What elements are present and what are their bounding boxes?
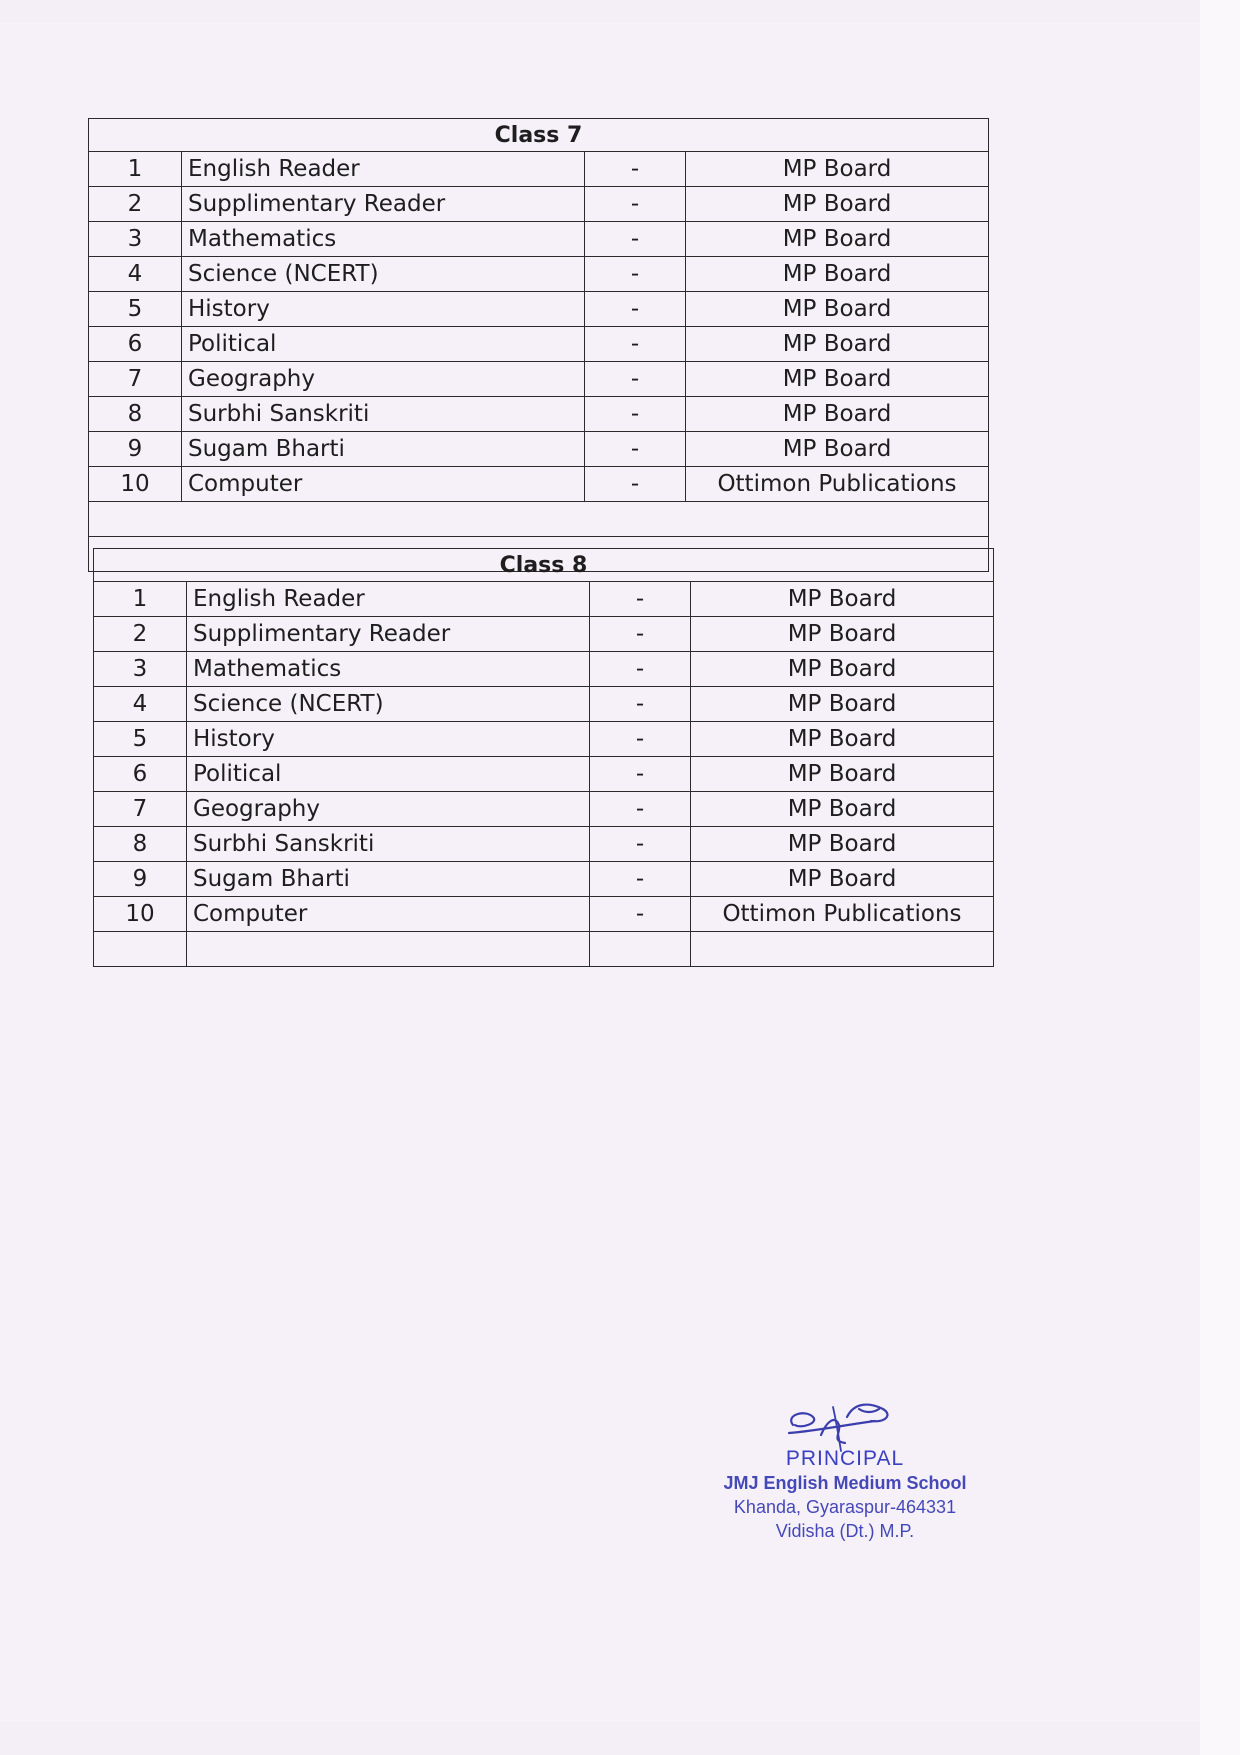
row-number: 2 bbox=[94, 617, 187, 652]
dash-cell: - bbox=[585, 467, 686, 502]
table-row bbox=[89, 467, 989, 502]
dash-cell: - bbox=[590, 827, 691, 862]
row-number: 9 bbox=[89, 432, 182, 467]
dash-cell: - bbox=[590, 687, 691, 722]
subject-name: Computer bbox=[182, 467, 585, 502]
table-row bbox=[94, 792, 994, 827]
class-heading-row bbox=[94, 549, 994, 582]
dash-cell: - bbox=[585, 257, 686, 292]
table-row bbox=[89, 257, 989, 292]
dash-cell: - bbox=[585, 292, 686, 327]
class-heading: Class 8 bbox=[94, 549, 994, 582]
publisher-name: MP Board bbox=[686, 222, 989, 257]
row-number: 1 bbox=[89, 152, 182, 187]
row-number: 3 bbox=[89, 222, 182, 257]
subject-name: History bbox=[182, 292, 585, 327]
publisher-name: Ottimon Publications bbox=[686, 467, 989, 502]
publisher-name: MP Board bbox=[691, 792, 994, 827]
dash-cell: - bbox=[585, 327, 686, 362]
subject-name: Mathematics bbox=[182, 222, 585, 257]
publisher-name: MP Board bbox=[686, 257, 989, 292]
stamp-address: Khanda, Gyaraspur-464331 bbox=[733, 1497, 957, 1517]
dash-cell: - bbox=[585, 152, 686, 187]
subject-name: English Reader bbox=[187, 582, 590, 617]
publisher-name: MP Board bbox=[691, 652, 994, 687]
principal-stamp bbox=[690, 1395, 1000, 1543]
row-number: 5 bbox=[89, 292, 182, 327]
table-row bbox=[94, 722, 994, 757]
row-number: 8 bbox=[89, 397, 182, 432]
row-number: 9 bbox=[94, 862, 187, 897]
subject-name: Mathematics bbox=[187, 652, 590, 687]
table-row bbox=[89, 292, 989, 327]
class-heading: Class 7 bbox=[89, 119, 989, 152]
publisher-name: MP Board bbox=[691, 862, 994, 897]
subject-name: Supplimentary Reader bbox=[182, 187, 585, 222]
publisher-name: MP Board bbox=[691, 687, 994, 722]
subject-name: Sugam Bharti bbox=[182, 432, 585, 467]
publisher-name: MP Board bbox=[691, 722, 994, 757]
dash-cell: - bbox=[590, 862, 691, 897]
publisher-name: MP Board bbox=[686, 432, 989, 467]
blank-row bbox=[89, 502, 989, 537]
subject-name: Sugam Bharti bbox=[187, 862, 590, 897]
row-number: 5 bbox=[94, 722, 187, 757]
row-number: 10 bbox=[94, 897, 187, 932]
subject-name: Science (NCERT) bbox=[187, 687, 590, 722]
scan-edge bbox=[1200, 0, 1240, 1755]
dash-cell: - bbox=[585, 362, 686, 397]
dash-cell: - bbox=[585, 432, 686, 467]
dash-cell: - bbox=[585, 187, 686, 222]
row-number: 3 bbox=[94, 652, 187, 687]
table-row bbox=[94, 652, 994, 687]
row-number: 7 bbox=[89, 362, 182, 397]
table-row bbox=[89, 152, 989, 187]
stamp-title: PRINCIPAL bbox=[785, 1447, 905, 1470]
table-row bbox=[94, 862, 994, 897]
row-number: 1 bbox=[94, 582, 187, 617]
publisher-name: Ottimon Publications bbox=[691, 897, 994, 932]
subject-name: Geography bbox=[187, 792, 590, 827]
publisher-name: MP Board bbox=[686, 152, 989, 187]
publisher-name: MP Board bbox=[691, 827, 994, 862]
class-8-booklist-table bbox=[93, 548, 994, 967]
subject-name: Surbhi Sanskriti bbox=[182, 397, 585, 432]
publisher-name: MP Board bbox=[686, 292, 989, 327]
publisher-name: MP Board bbox=[686, 327, 989, 362]
publisher-name: MP Board bbox=[691, 757, 994, 792]
table-row bbox=[89, 432, 989, 467]
table-row bbox=[94, 617, 994, 652]
table-row bbox=[94, 897, 994, 932]
dash-cell: - bbox=[590, 757, 691, 792]
subject-name: Political bbox=[187, 757, 590, 792]
table-row bbox=[89, 222, 989, 257]
subject-name: Supplimentary Reader bbox=[187, 617, 590, 652]
publisher-name: MP Board bbox=[691, 617, 994, 652]
subject-name: English Reader bbox=[182, 152, 585, 187]
row-number: 4 bbox=[89, 257, 182, 292]
subject-name: Science (NCERT) bbox=[182, 257, 585, 292]
class-heading-row bbox=[89, 119, 989, 152]
dash-cell: - bbox=[590, 792, 691, 827]
stamp-school-name: JMJ English Medium School bbox=[723, 1473, 967, 1493]
row-number: 7 bbox=[94, 792, 187, 827]
publisher-name: MP Board bbox=[691, 582, 994, 617]
publisher-name: MP Board bbox=[686, 397, 989, 432]
table-row bbox=[94, 687, 994, 722]
subject-name: Surbhi Sanskriti bbox=[187, 827, 590, 862]
dash-cell: - bbox=[590, 617, 691, 652]
signature-mark bbox=[775, 1395, 915, 1453]
dash-cell: - bbox=[590, 897, 691, 932]
row-number: 2 bbox=[89, 187, 182, 222]
table-row bbox=[89, 362, 989, 397]
table-row bbox=[89, 327, 989, 362]
publisher-name: MP Board bbox=[686, 187, 989, 222]
dash-cell: - bbox=[590, 722, 691, 757]
row-number: 6 bbox=[89, 327, 182, 362]
subject-name: Geography bbox=[182, 362, 585, 397]
row-number: 4 bbox=[94, 687, 187, 722]
table-row bbox=[89, 187, 989, 222]
dash-cell: - bbox=[590, 652, 691, 687]
subject-name: History bbox=[187, 722, 590, 757]
blank-row bbox=[94, 932, 994, 967]
table-row bbox=[94, 582, 994, 617]
table-row bbox=[94, 757, 994, 792]
row-number: 6 bbox=[94, 757, 187, 792]
dash-cell: - bbox=[585, 397, 686, 432]
dash-cell: - bbox=[585, 222, 686, 257]
table-row bbox=[89, 397, 989, 432]
dash-cell: - bbox=[590, 582, 691, 617]
stamp-district: Vidisha (Dt.) M.P. bbox=[775, 1521, 915, 1541]
class-7-booklist-table bbox=[88, 118, 989, 572]
subject-name: Computer bbox=[187, 897, 590, 932]
row-number: 8 bbox=[94, 827, 187, 862]
table-row bbox=[94, 827, 994, 862]
subject-name: Political bbox=[182, 327, 585, 362]
publisher-name: MP Board bbox=[686, 362, 989, 397]
row-number: 10 bbox=[89, 467, 182, 502]
